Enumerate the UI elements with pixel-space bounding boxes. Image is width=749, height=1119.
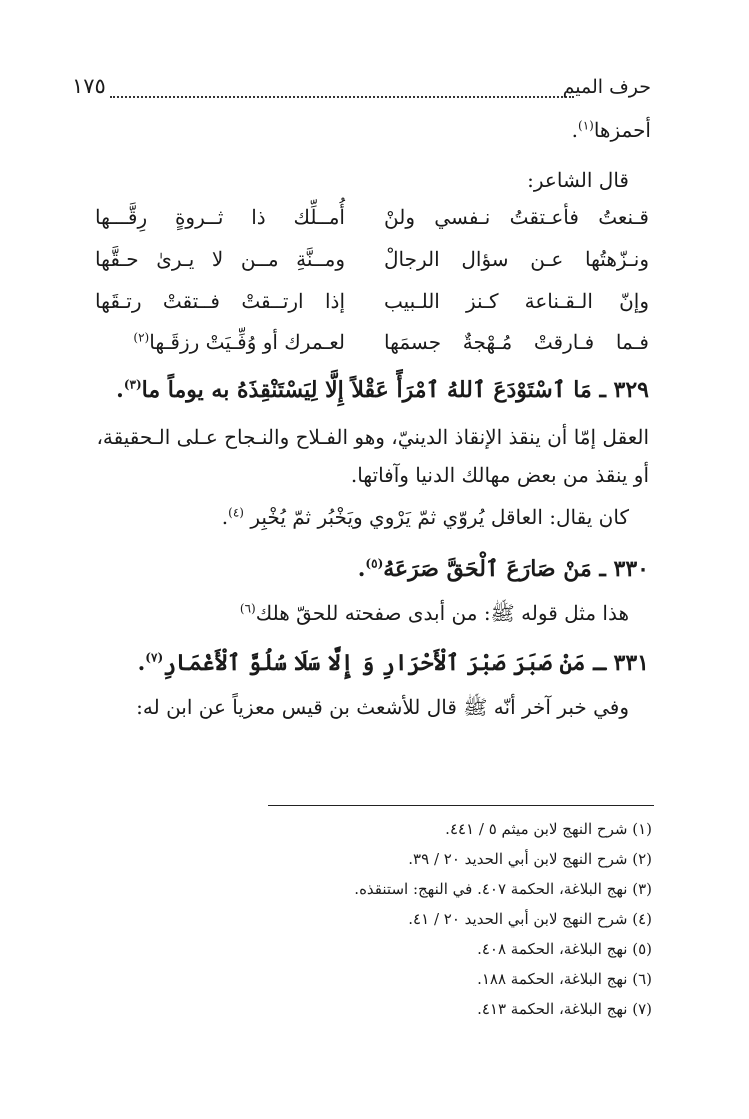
- paragraph-line: العقل إمّا أن ينقذ الإنقاذ الدينيّ، وهو الفـلاح والنـجاح عـلى الـحقيقة،: [96, 425, 649, 449]
- saying-heading-329: ٣٢٩ ـ مَا ٱسْتَوْدَعَ ٱللهُ ٱمْرَأً عَقْلاً إِلَّا لِيَسْتَنْقِذَهُ به يوماً ما$^{(٣)}$.: [116, 377, 649, 403]
- verse-first-hemistich: ونـزّهتُها عـن سؤال الرجالْ: [384, 247, 649, 271]
- poem-verse: [95, 205, 649, 235]
- hemistich-text: لعـمرك أو وُفِّـيَتْ رزقَـها: [149, 330, 345, 354]
- verse-second-hemistich: ومــنَّةِ مــن لا يـرىٰ حـقَّها: [95, 247, 345, 271]
- paragraph-line: أو ينقذ من بعض مهالك الدنيا وآفاتها.: [350, 463, 649, 487]
- saying-text: ٣٣١ ـ مَنْ صَبَرَ صَبْرَ ٱلْأَحْرَارِ وَ إِلَّا سَلَا سُلُوَّ ٱلْأَغْمَارِ: [163, 650, 649, 676]
- footnote: (٥) نهج البلاغة، الحكمة ٤٠٨.: [477, 940, 652, 958]
- continuation-line: أحمزها$^{(١)}$.: [571, 118, 651, 142]
- footnote: (٣) نهج البلاغة، الحكمة ٤٠٧. في النهج: استنقذه.: [354, 880, 652, 898]
- paragraph-text: كان يقال: العاقل يُروّي ثمّ يَرْوي ويَخْبُر ثمّ يُخْبِر: [250, 505, 629, 529]
- paragraph-line: [240, 601, 629, 625]
- running-title: حرف الميم: [562, 76, 651, 98]
- verse-second-hemistich: أُمــلِّك ذا ثــروةٍ رِقَّـــها: [95, 205, 345, 229]
- footnote-ref: (٣): [123, 377, 142, 392]
- continuation-text: أحمزها: [593, 118, 651, 142]
- footnote-ref: (٥): [365, 556, 384, 571]
- saying-heading-330: ٣٣٠ ـ مَنْ صَارَعَ ٱلْحَقَّ صَرَعَهُ$^{(٥)}$.: [357, 556, 649, 582]
- poet-label: قال الشاعر:: [527, 168, 629, 192]
- footnote-ref: (٦): [239, 601, 256, 616]
- poem-verse: [95, 289, 649, 319]
- footnote-ref: (٤): [228, 505, 244, 520]
- paragraph-text: هذا مثل قوله ﷺ: من أبدى صفحته للحقّ هلك: [255, 601, 629, 625]
- poem-verse: [95, 330, 649, 360]
- verse-first-hemistich: فـما فـارقتْ مُـهْجةٌ جسمَها: [384, 330, 649, 354]
- footnote: (٦) نهج البلاغة، الحكمة ١٨٨.: [477, 970, 652, 988]
- paragraph-line: كان يقال: العاقل يُروّي ثمّ يَرْوي ويَخْبُر ثمّ يُخْبِر $^{(٤)}$.: [221, 505, 629, 529]
- paragraph-line: وفي خبر آخر أنّه ﷺ قال للأشعث بن قيس معزياً عن ابن له:: [136, 695, 629, 719]
- page-number: ١٧٥: [72, 74, 106, 98]
- footnote: (١) شرح النهج لابن ميثم ٥ / ٤٤١.: [445, 820, 652, 838]
- saying-text: ٣٣٠ ـ مَنْ صَارَعَ ٱلْحَقَّ صَرَعَهُ: [383, 556, 649, 582]
- header-leader-dots: [110, 96, 574, 98]
- footnote-separator: [268, 805, 654, 806]
- verse-second-hemistich: [95, 330, 345, 354]
- footnote: (٤) شرح النهج لابن أبي الحديد ٢٠ / ٤١.: [408, 910, 652, 928]
- footnote-ref: (١): [578, 118, 594, 133]
- verse-first-hemistich: قـنعتُ فأعـتقتُ نـفسي ولنْ: [384, 205, 649, 229]
- footnote-ref: (٧): [145, 650, 164, 665]
- verse-first-hemistich: وإنّ الـقـناعة كـنز اللـبيب: [384, 289, 649, 313]
- verse-second-hemistich: إذا ارتــقتْ فــتقتْ رتـقَها: [95, 289, 345, 313]
- poem-verse: [95, 247, 649, 277]
- footnote-ref: (٢): [133, 330, 150, 345]
- footnote: (٢) شرح النهج لابن أبي الحديد ٢٠ / ٣٩.: [408, 850, 652, 868]
- footnote: (٧) نهج البلاغة، الحكمة ٤١٣.: [477, 1000, 652, 1018]
- saying-heading-331: ٣٣١ ـ مَنْ صَبَرَ صَبْرَ ٱلْأَحْرَارِ وَ إِلَّا سَلَا سُلُوَّ ٱلْأَغْمَارِ$^{(٧)}$.: [137, 650, 649, 676]
- saying-text: ٣٢٩ ـ مَا ٱسْتَوْدَعَ ٱللهُ ٱمْرَأً عَقْلاً إِلَّا لِيَسْتَنْقِذَهُ به يوماً ما: [141, 377, 649, 403]
